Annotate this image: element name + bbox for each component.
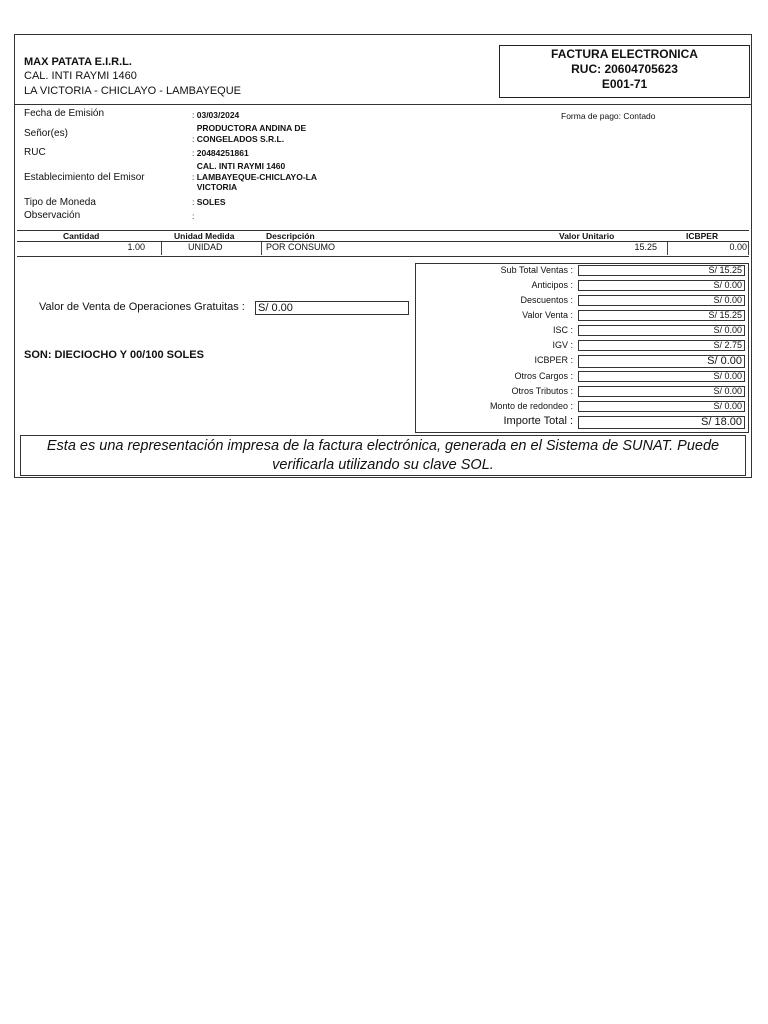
total-label-isc: ISC : bbox=[552, 325, 573, 335]
total-value-sub-total-ventas: S/ 15.25 bbox=[578, 265, 745, 276]
total-label-valor-venta: Valor Venta : bbox=[522, 310, 573, 320]
row-cantidad: 1.00 bbox=[127, 242, 145, 252]
amount-in-words: SON: DIECIOCHO Y 00/100 SOLES bbox=[24, 349, 204, 361]
total-value-otros-cargos: S/ 0.00 bbox=[578, 371, 745, 382]
total-value-monto-redondeo: S/ 0.00 bbox=[578, 401, 745, 412]
header-valor-unitario: Valor Unitario bbox=[559, 231, 615, 241]
header-unidad-medida: Unidad Medida bbox=[174, 231, 235, 241]
ruc-value: : 20484251861 bbox=[192, 148, 249, 158]
items-table-header bbox=[17, 230, 749, 242]
total-value-otros-tributos: S/ 0.00 bbox=[578, 386, 745, 397]
issuer-address-line2: LA VICTORIA - CHICLAYO - LAMBAYEQUE bbox=[24, 85, 242, 97]
ruc-label: RUC bbox=[24, 147, 46, 158]
senor-value: PRODUCTORA ANDINA DE : CONGELADOS S.R.L. bbox=[192, 123, 307, 144]
totals-box bbox=[415, 263, 749, 433]
total-value-valor-venta: S/ 15.25 bbox=[578, 310, 745, 321]
moneda-label: Tipo de Moneda bbox=[24, 197, 96, 208]
total-value-descuentos: S/ 0.00 bbox=[578, 295, 745, 306]
footer-line-2: verificarla utilizando su clave SOL. bbox=[272, 457, 494, 473]
total-label-icbper: ICBPER : bbox=[534, 355, 573, 365]
row-descripcion: POR CONSUMO bbox=[266, 242, 336, 252]
observacion-label: Observación bbox=[24, 210, 81, 221]
total-label-anticipos: Anticipos : bbox=[531, 280, 573, 290]
invoice-document bbox=[14, 34, 752, 478]
header-icbper: ICBPER bbox=[686, 231, 719, 241]
header-descripcion: Descripción bbox=[266, 231, 315, 241]
total-label-igv: IGV : bbox=[552, 340, 573, 350]
total-label-otros-cargos: Otros Cargos : bbox=[514, 371, 573, 381]
establecimiento-label: Establecimiento del Emisor bbox=[24, 172, 145, 183]
observacion-value: : bbox=[192, 211, 195, 221]
document-ruc: RUC: 20604705623 bbox=[571, 62, 678, 76]
fecha-value: : 03/03/2024 bbox=[192, 110, 240, 120]
total-label-monto-redondeo: Monto de redondeo : bbox=[489, 401, 573, 411]
total-label-sub-total-ventas: Sub Total Ventas : bbox=[500, 265, 573, 275]
items-table bbox=[17, 230, 749, 259]
row-unidad: UNIDAD bbox=[188, 242, 223, 252]
establecimiento-value: CAL. INTI RAYMI 1460 : LAMBAYEQUE-CHICLAYO-LA VICTORIA bbox=[192, 161, 318, 192]
sunat-representation-note bbox=[20, 435, 746, 476]
row-icbper: 0.00 bbox=[729, 242, 747, 252]
total-label-importe-total: Importe Total : bbox=[503, 415, 573, 427]
column-divider bbox=[667, 242, 668, 255]
senor-label: Señor(es) bbox=[24, 128, 68, 139]
total-value-icbper: S/ 0.00 bbox=[578, 355, 745, 368]
header-cantidad: Cantidad bbox=[63, 231, 100, 241]
column-divider bbox=[161, 242, 162, 255]
moneda-value: : SOLES bbox=[192, 197, 226, 207]
total-label-descuentos: Descuentos : bbox=[520, 295, 573, 305]
total-value-importe-total: S/ 18.00 bbox=[578, 416, 745, 429]
invoice-title-box bbox=[499, 45, 750, 98]
items-table-bottom-line bbox=[17, 256, 749, 257]
row-valor-unitario: 15.25 bbox=[634, 242, 657, 252]
gratuitas-label: Valor de Venta de Operaciones Gratuitas : bbox=[39, 301, 245, 313]
column-divider bbox=[261, 242, 262, 255]
gratuitas-value: S/ 0.00 bbox=[255, 301, 409, 315]
issuer-address-line1: CAL. INTI RAYMI 1460 bbox=[24, 70, 137, 82]
column-divider bbox=[748, 242, 749, 255]
issuer-name: MAX PATATA E.I.R.L. bbox=[24, 56, 132, 68]
total-value-igv: S/ 2.75 bbox=[578, 340, 745, 351]
document-type: FACTURA ELECTRONICA bbox=[551, 47, 698, 61]
document-number: E001-71 bbox=[601, 77, 648, 91]
total-label-otros-tributos: Otros Tributos : bbox=[511, 386, 573, 396]
header-divider bbox=[15, 104, 751, 105]
forma-de-pago: Forma de pago: Contado bbox=[561, 111, 656, 121]
fecha-label: Fecha de Emisión bbox=[24, 108, 105, 119]
footer-line-1: Esta es una representación impresa de la factura electrónica, generada en el Sistema de SUNAT. Puede bbox=[46, 438, 720, 454]
total-value-isc: S/ 0.00 bbox=[578, 325, 745, 336]
total-value-anticipos: S/ 0.00 bbox=[578, 280, 745, 291]
